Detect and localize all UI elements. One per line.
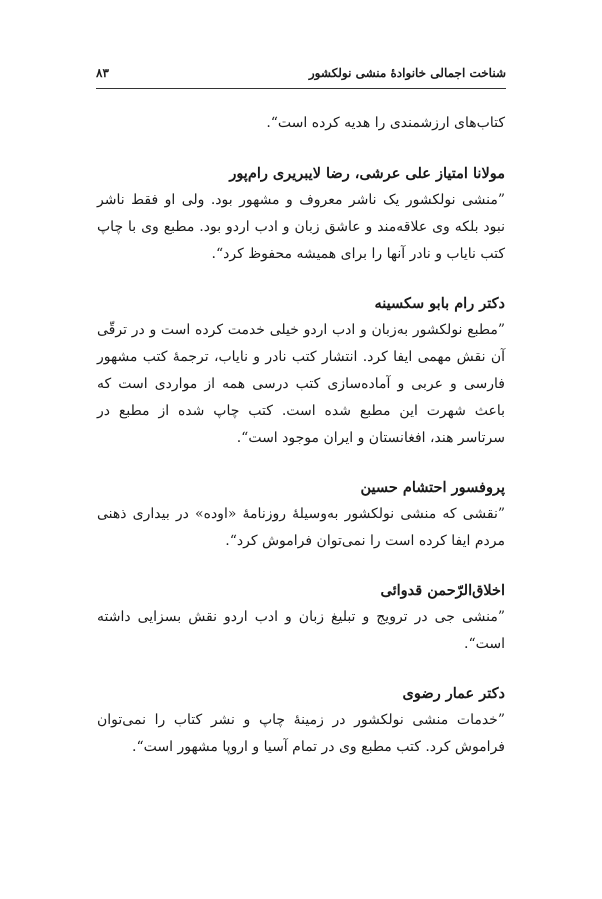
section-heading: مولانا امتیاز علی عرشی، رضا لایبریری رام‌پور [229,165,505,182]
quote-section [97,577,505,658]
section-quote: ”منشی جی در ترویج و تبلیغ زبان و ادب اردو نقش بسزایی داشته است“. [97,609,505,652]
running-head [96,66,506,86]
quote-section [97,160,505,268]
quote-section [97,680,505,761]
section-heading: دکتر رام بابو سکسینه [374,295,505,312]
quote-section [97,474,505,555]
section-quote: ”خدمات منشی نولکشور در زمینهٔ چاپ و نشر کتاب را نمی‌توان فراموش کرد. کتب مطبع وی در تمام آسیا و اروپا مشهور است“. [97,712,505,755]
header-rule [96,88,506,89]
section-heading: دکتر عمار رضوی [402,685,505,702]
page-body [97,110,505,783]
section-heading: پروفسور احتشام حسین [360,479,505,496]
quote-section [97,290,505,452]
section-quote: ”مطبع نولکشور به‌زبان و ادب اردو خیلی خدمت کرده است و در ترقّی آن نقش مهمی ایفا کرد. انتشار کتب نادر و نایاب، ترجمهٔ کتب مشهور فارسی و عربی و آماده‌سازی کتب درسی همه از مواردی است که باعث شهرت این مطبع شده است. کتب چاپ شده از مطبع در سرتاسر هند، افغانستان و ایران موجود است“. [97,322,505,446]
lead-paragraph: کتاب‌های ارزشمندی را هدیه کرده است“. [266,115,505,131]
section-quote: ”نقشی که منشی نولکشور به‌وسیلهٔ روزنامهٔ «اوده» در بیداری ذهنی مردم ایفا کرده است را نمی‌توان فراموش کرد“. [97,506,505,549]
section-heading: اخلاق‌الرّحمن قدوائی [380,582,505,599]
page-number: ۸۳ [96,66,109,80]
running-title: شناخت اجمالی خانوادهٔ منشی نولکشور [308,66,506,80]
section-quote: ”منشی نولکشور یک ناشر معروف و مشهور بود. ولی او فقط ناشر نبود بلکه وی علاقه‌مند و عاشق زبان و ادب اردو بود. مطبع وی با چاپ کتب نایاب و نادر آنها را برای همیشه محفوظ کرد“. [97,192,505,262]
